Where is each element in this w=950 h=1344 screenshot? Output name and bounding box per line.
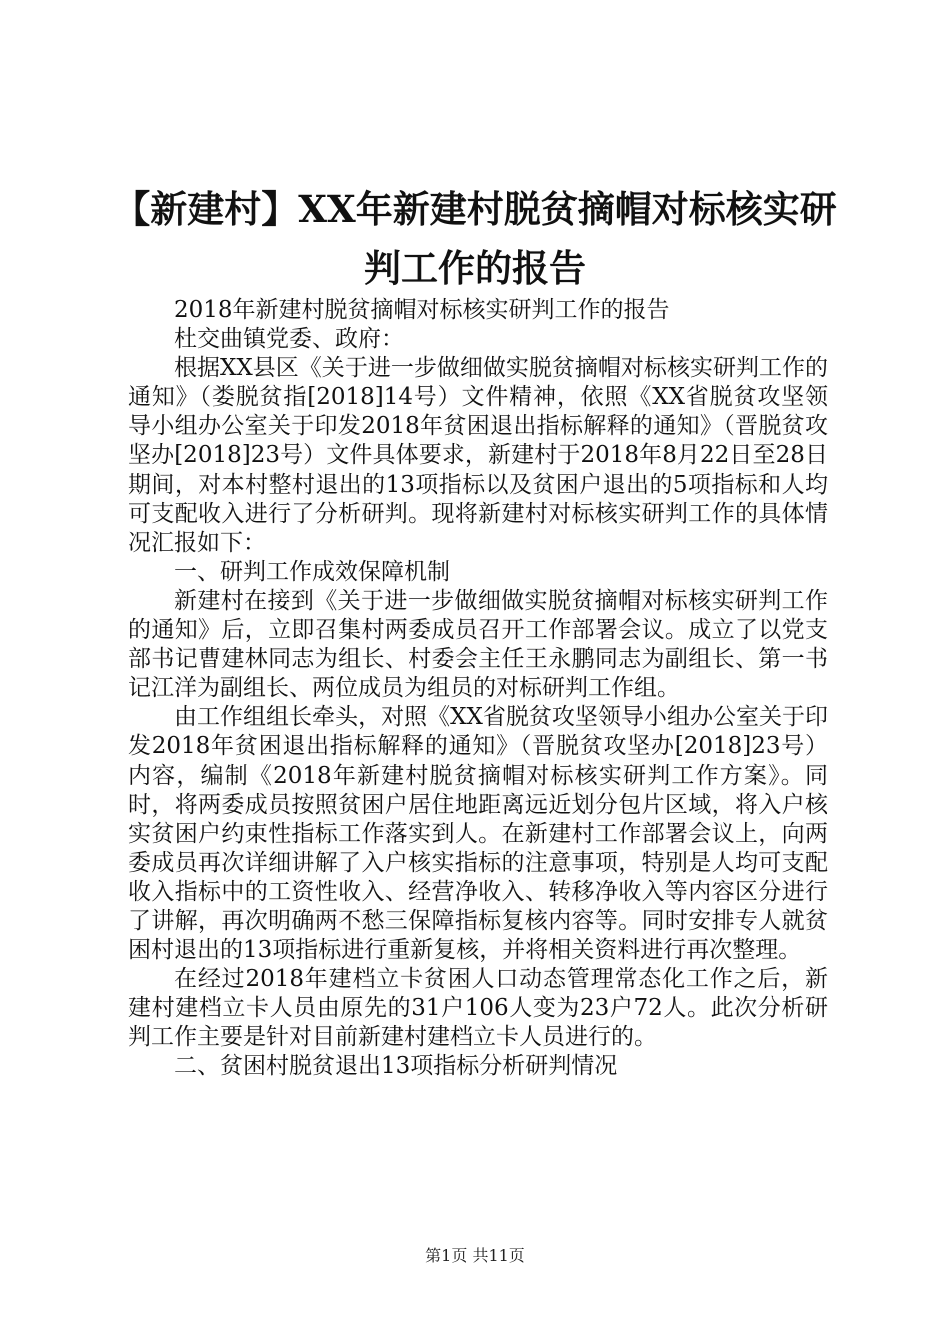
recipient-line: 杜交曲镇党委、政府：: [174, 326, 404, 353]
report-subtitle: 2018年新建村脱贫摘帽对标核实研判工作的报告: [174, 297, 670, 323]
document-title-line-2: 判工作的报告: [364, 246, 586, 290]
section-heading: 二、贫困村脱贫退出13项指标分析研判情况: [174, 1053, 618, 1080]
section-heading: 一、研判工作成效保障机制: [174, 558, 450, 585]
document-body: [128, 296, 828, 1082]
body-paragraph: 由工作组组长牵头，对照《XX省脱贫攻坚领导小组办公室关于印发2018年贫困退出指标解释的通知》（晋脱贫攻坚办[2018]23号）内容，编制《2018年新建村脱贫摘帽对标核实研判工作方案》。同时，将两委成员按照贫困户居住地距离远近划分包片区域，将入户核实贫困户约束性指标工作落实到人。在新建村工作部署会议上，向两委成员再次详细讲解了入户核实指标的注意事项，特别是人均可支配收入指标中的工资性收入、经营净收入、转移净收入等内容区分进行了讲解，再次明确两不愁三保障指标复核内容等。同时安排专人就贫困村退出的13项指标进行重新复核，并将相关资料进行再次整理。: [128, 704, 828, 964]
body-paragraph: 根据XX县区《关于进一步做细做实脱贫摘帽对标核实研判工作的通知》（娄脱贫指[2018]14号）文件精神，依照《XX省脱贫攻坚领导小组办公室关于印发2018年贫困退出指标解释的通知》（晋脱贫攻坚办[2018]23号）文件具体要求，新建村于2018年8月22日至28日期间，对本村整村退出的13项指标以及贫困户退出的5项指标和人均可支配收入进行了分析研判。现将新建村对标核实研判工作的具体情况汇报如下：: [128, 355, 828, 556]
document-title-line-1: 【新建村】XX年新建村脱贫摘帽对标核实研: [113, 187, 837, 231]
body-paragraph: 在经过2018年建档立卡贫困人口动态管理常态化工作之后，新建村建档立卡人员由原先的31户106人变为23户72人。此次分析研判工作主要是针对目前新建村建档立卡人员进行的。: [128, 966, 828, 1051]
page-number-footer: 第1页 共11页: [425, 1246, 525, 1265]
body-paragraph: 新建村在接到《关于进一步做细做实脱贫摘帽对标核实研判工作的通知》后，立即召集村两委成员召开工作部署会议。成立了以党支部书记曹建林同志为组长、村委会主任王永鹏同志为副组长、第一书记江洋为副组长、两位成员为组员的对标研判工作组。: [128, 587, 828, 702]
